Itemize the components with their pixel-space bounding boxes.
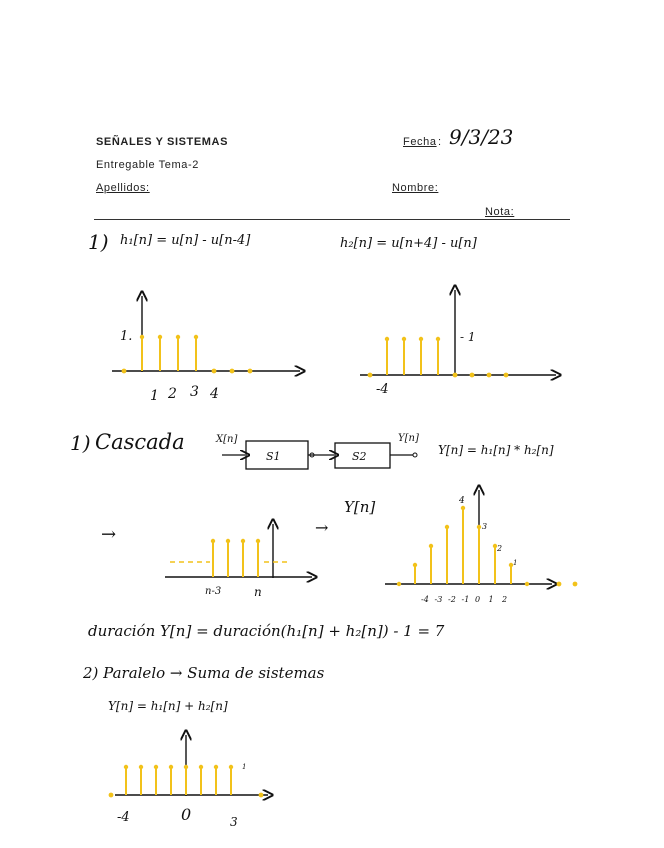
block-s1-label: S1 <box>266 450 281 463</box>
result-value-1: 1 <box>513 559 518 567</box>
plot-h1-zero-dot <box>230 369 235 374</box>
output-label: Y[n] <box>398 433 419 444</box>
plot-shifted-stem-head <box>211 539 215 543</box>
grade-label: Nota: <box>485 206 515 218</box>
cascade-arrow: → <box>101 524 117 545</box>
plot-result-stem-head <box>397 582 401 586</box>
plot-result-stem-head <box>525 582 529 586</box>
plot-result-stem-head <box>445 525 449 529</box>
plot-parallel-stem-head <box>124 765 128 769</box>
plot-h2-stem-head <box>436 337 440 341</box>
plot-parallel-stem-head <box>139 765 143 769</box>
plot-result-ticks <box>421 595 507 604</box>
input-label: X[n] <box>216 434 238 445</box>
plot-result-tick: 0 <box>475 595 481 604</box>
plot-h2-stem-head <box>419 337 423 341</box>
cascade-equation: Y[n] = h₁[n] * h₂[n] <box>438 443 554 457</box>
plot-shifted <box>165 524 312 599</box>
plot-h1-stem-head <box>194 335 198 339</box>
plot-h2-stem-head <box>402 337 406 341</box>
plot-h1-value-label: 1. <box>120 329 133 344</box>
assignment-title: Entregable Tema-2 <box>96 159 199 171</box>
plot-h2-value-label: - 1 <box>460 330 476 344</box>
plot-h1 <box>112 296 300 404</box>
plot-parallel-value-label: 1 <box>242 763 247 771</box>
duration-equation: duración Y[n] = duración(h₁[n] + h₂[n]) - 1 = 7 <box>88 622 445 640</box>
plot-h1-stem-head <box>158 335 162 339</box>
plot-parallel-zero-dot <box>259 793 264 798</box>
cascade-arrow-2: → <box>315 518 329 537</box>
plot-parallel-tick-right: 3 <box>230 815 238 829</box>
exercise1-number: 1) <box>88 230 109 254</box>
plot-result <box>385 490 577 604</box>
cascade-number: 1) <box>70 431 91 455</box>
plot-h2-stems <box>368 337 509 378</box>
cascade-diagram <box>215 433 419 469</box>
result-value-3: 3 <box>482 522 488 531</box>
result-value-2: 2 <box>497 544 503 553</box>
plot-h1-zero-dot <box>248 369 253 374</box>
name-label: Nombre: <box>392 182 439 194</box>
plot-h2-zero-dot <box>504 373 509 378</box>
plot-h1-tick-2: 2 <box>168 386 177 402</box>
block-s2-label: S2 <box>352 450 367 463</box>
result-peak-label: 4 <box>459 496 465 506</box>
date-label: Fecha <box>403 136 437 148</box>
plot-h1-stem-head <box>176 335 180 339</box>
plot-result-tick: 2 <box>502 595 508 604</box>
plot-result-tick: -3 <box>434 595 443 604</box>
plot-h1-stems <box>122 335 253 374</box>
plot-h2-tick: -4 <box>376 382 389 397</box>
plot-parallel-zero-dot <box>109 793 114 798</box>
plot-h2-zero-dot <box>368 373 373 378</box>
plot-result-zero-dot <box>557 582 562 587</box>
plot-shifted-stem-head <box>226 539 230 543</box>
plot-shifted-stems <box>211 539 260 577</box>
plot-result-zero-dot <box>573 582 578 587</box>
date-colon: : <box>438 136 442 148</box>
plot-parallel-stem-head <box>214 765 218 769</box>
plot-h2-stem-head <box>385 337 389 341</box>
plot-shifted-stem-head <box>241 539 245 543</box>
plot-h2-zero-dot <box>487 373 492 378</box>
h1-definition: h₁[n] = u[n] - u[n-4] <box>120 233 251 248</box>
plot-parallel <box>109 735 268 829</box>
plot-h1-zero-dot <box>212 369 217 374</box>
plot-parallel-tick-left: -4 <box>117 810 130 825</box>
course-title: SEÑALES Y SISTEMAS <box>96 136 229 148</box>
plot-h1-stem-head <box>140 335 144 339</box>
plot-h1-tick-4: 4 <box>210 386 219 402</box>
plot-result-tick: 1 <box>488 595 494 604</box>
plot-parallel-stem-head <box>169 765 173 769</box>
plot-result-stem-head <box>413 563 417 567</box>
plot-result-stem-head <box>477 525 481 529</box>
plot-shifted-tick-right: n <box>254 585 262 599</box>
plot-h2 <box>360 290 556 397</box>
plot-h2-zero-dot <box>453 373 458 378</box>
plot-result-stems <box>397 506 578 587</box>
plot-h1-tick-3: 3 <box>190 384 199 400</box>
h2-definition: h₂[n] = u[n+4] - u[n] <box>340 236 477 251</box>
plot-h1-zero-dot <box>122 369 127 374</box>
plot-result-stem-head <box>461 506 465 510</box>
plot-h1-tick-1: 1 <box>150 388 159 404</box>
plot-parallel-stem-head <box>199 765 203 769</box>
plot-parallel-stems <box>109 765 264 798</box>
plot-parallel-stem-head <box>154 765 158 769</box>
plot-result-tick: -1 <box>461 595 470 604</box>
plot-parallel-stem-head <box>184 765 188 769</box>
plot-shifted-stem-head <box>256 539 260 543</box>
plot-h2-zero-dot <box>470 373 475 378</box>
parallel-equation: Y[n] = h₁[n] + h₂[n] <box>108 699 228 713</box>
plot-parallel-tick-zero: 0 <box>181 805 192 824</box>
plot-result-tick: -4 <box>421 595 429 604</box>
plot-result-stem-head <box>429 544 433 548</box>
plot-result-tick: -2 <box>448 595 456 604</box>
result-label: Y[n] <box>344 498 376 516</box>
cascade-title: Cascada <box>95 430 185 454</box>
surname-label: Apellidos: <box>96 182 150 194</box>
parallel-title: 2) Paralelo → Suma de sistemas <box>83 664 325 682</box>
plot-parallel-stem-head <box>229 765 233 769</box>
plot-shifted-tick-left: n-3 <box>205 586 222 597</box>
date-value: 9/3/23 <box>449 125 514 149</box>
